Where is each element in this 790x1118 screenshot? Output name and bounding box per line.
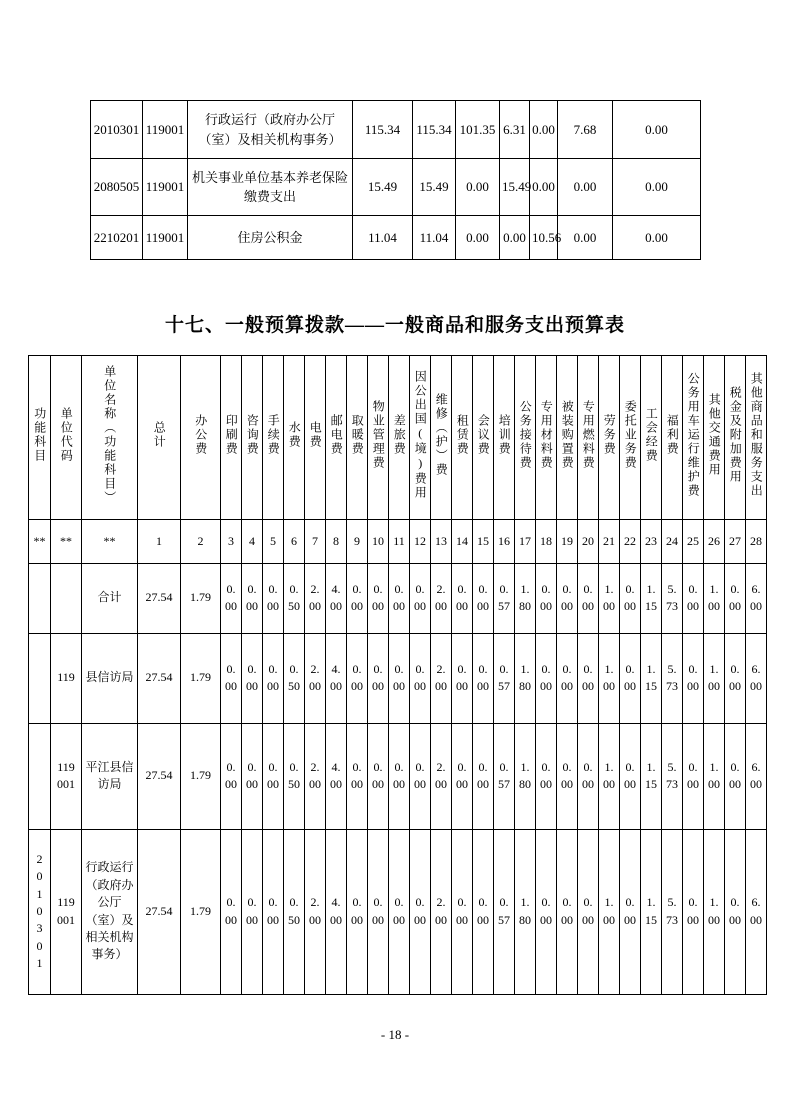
column-header	[494, 355, 515, 519]
value-cell: 0.00	[263, 723, 284, 829]
column-header-text: 总计	[152, 421, 167, 450]
value-cell: 0.00	[683, 829, 704, 994]
summary-table	[90, 100, 701, 260]
value-cell: 1.80	[515, 723, 536, 829]
value-cell: 2.00	[431, 633, 452, 723]
budget-header-row	[29, 355, 767, 519]
column-header-text: 取暖费	[350, 414, 365, 457]
value-cell: 0.00	[368, 633, 389, 723]
column-header-text: 被装购置费	[560, 400, 575, 471]
value-cell: 0.00	[389, 723, 410, 829]
column-header-text: 电费	[308, 421, 323, 450]
func-code-cell: 2010301	[91, 101, 143, 159]
value-cell: 0.00	[683, 723, 704, 829]
value-cell: 0.00	[347, 563, 368, 633]
column-header-text: 培训费	[497, 414, 512, 457]
value-cell: 0.00	[263, 829, 284, 994]
value-cell: 2.00	[431, 563, 452, 633]
value-cell: 1.00	[704, 829, 725, 994]
column-index: 17	[515, 519, 536, 563]
value-cell: 15.49	[353, 159, 413, 216]
value-cell: 0.00	[452, 829, 473, 994]
value-cell: 0.00	[242, 723, 263, 829]
value-cell: 115.34	[413, 101, 456, 159]
column-header-text: 手续费	[266, 414, 281, 457]
page-number: - 18 -	[380, 1026, 410, 1042]
column-header	[138, 355, 181, 519]
value-cell: 0.00	[613, 159, 701, 216]
column-index: 24	[662, 519, 683, 563]
column-header	[29, 355, 51, 519]
column-index: **	[82, 519, 138, 563]
value-cell: 5.73	[662, 563, 683, 633]
unit-code-cell: 119	[51, 633, 82, 723]
value-cell: 0.00	[221, 633, 242, 723]
column-index: 13	[431, 519, 452, 563]
column-header	[578, 355, 599, 519]
value-cell: 0.00	[683, 563, 704, 633]
column-index: 8	[326, 519, 347, 563]
column-header-text: 其他商品和服务支出	[749, 372, 764, 499]
value-cell: 0.00	[473, 563, 494, 633]
value-cell: 1.00	[599, 829, 620, 994]
column-header-text: 差旅费	[392, 414, 407, 457]
column-header-text: 维修（护）费	[434, 393, 449, 478]
column-header-text: 单位代码	[59, 407, 74, 464]
column-index: **	[51, 519, 82, 563]
name-cell: 合计	[82, 563, 138, 633]
value-cell: 5.73	[662, 829, 683, 994]
value-cell: 0.00	[263, 633, 284, 723]
value-cell: 0.00	[242, 829, 263, 994]
value-cell: 5.73	[662, 633, 683, 723]
value-cell: 6.00	[746, 829, 767, 994]
value-cell: 0.00	[620, 633, 641, 723]
value-cell: 6.31	[500, 101, 530, 159]
func-code-cell	[29, 723, 51, 829]
column-index: 6	[284, 519, 305, 563]
value-cell: 2.00	[305, 563, 326, 633]
table-row	[91, 101, 701, 159]
value-cell: 0.57	[494, 723, 515, 829]
value-cell: 0.00	[620, 723, 641, 829]
value-cell: 0.00	[613, 216, 701, 260]
section-title: 十七、一般预算拨款——一般商品和服务支出预算表	[164, 315, 625, 336]
column-index: 11	[389, 519, 410, 563]
func-code-cell: 2010301	[29, 829, 51, 994]
value-cell: 1.15	[641, 563, 662, 633]
value-cell: 0.00	[452, 563, 473, 633]
value-cell: 4.00	[326, 633, 347, 723]
value-cell: 0.00	[242, 563, 263, 633]
column-index: 12	[410, 519, 431, 563]
value-cell: 0.00	[613, 101, 701, 159]
column-header	[662, 355, 683, 519]
value-cell: 15.49	[413, 159, 456, 216]
item-name-cell: 住房公积金	[188, 216, 353, 260]
budget-index-row	[29, 519, 767, 563]
column-header	[452, 355, 473, 519]
value-cell: 0.00	[500, 216, 530, 260]
column-header-text: 功能科目	[32, 407, 47, 464]
column-header-text: 会议费	[476, 414, 491, 457]
value-cell: 2.00	[431, 829, 452, 994]
value-cell: 0.00	[410, 563, 431, 633]
value-cell: 0.00	[683, 633, 704, 723]
value-cell: 11.04	[353, 216, 413, 260]
column-index: 26	[704, 519, 725, 563]
value-cell: 6.00	[746, 633, 767, 723]
value-cell: 27.54	[138, 829, 181, 994]
value-cell: 1.15	[641, 723, 662, 829]
column-header	[242, 355, 263, 519]
value-cell: 0.00	[410, 723, 431, 829]
column-index: 25	[683, 519, 704, 563]
value-cell: 0.00	[263, 563, 284, 633]
value-cell: 0.00	[347, 633, 368, 723]
value-cell: 27.54	[138, 563, 181, 633]
column-header-text: 工会经费	[644, 407, 659, 464]
column-header-text: 其他交通费用	[707, 393, 722, 478]
value-cell: 0.00	[347, 829, 368, 994]
column-index: 2	[181, 519, 221, 563]
column-header-text: 专用材料费	[539, 400, 554, 471]
value-cell: 1.79	[181, 563, 221, 633]
column-header-text: 租赁费	[455, 414, 470, 457]
column-header	[683, 355, 704, 519]
column-index: 5	[263, 519, 284, 563]
column-index: 19	[557, 519, 578, 563]
column-index: 20	[578, 519, 599, 563]
value-cell: 101.35	[456, 101, 500, 159]
func-code-cell	[29, 633, 51, 723]
value-cell: 1.80	[515, 829, 536, 994]
value-cell: 1.79	[181, 723, 221, 829]
value-cell: 0.50	[284, 563, 305, 633]
value-cell: 6.00	[746, 563, 767, 633]
value-cell: 0.00	[452, 723, 473, 829]
table-row	[29, 723, 767, 829]
column-header	[221, 355, 242, 519]
value-cell: 0.00	[347, 723, 368, 829]
column-header	[536, 355, 557, 519]
value-cell: 7.68	[558, 101, 613, 159]
column-header	[473, 355, 494, 519]
column-index: 1	[138, 519, 181, 563]
value-cell: 0.00	[221, 563, 242, 633]
table-row	[91, 216, 701, 260]
column-index: 28	[746, 519, 767, 563]
column-index: 18	[536, 519, 557, 563]
value-cell: 0.50	[284, 723, 305, 829]
value-cell: 0.00	[557, 633, 578, 723]
value-cell: 11.04	[413, 216, 456, 260]
name-cell: 平江县信访局	[82, 723, 138, 829]
value-cell: 0.00	[410, 633, 431, 723]
item-name-cell: 行政运行（政府办公厅（室）及相关机构事务）	[188, 101, 353, 159]
value-cell: 0.00	[536, 829, 557, 994]
func-code-cell: 2080505	[91, 159, 143, 216]
value-cell: 6.00	[746, 723, 767, 829]
value-cell: 2.00	[305, 633, 326, 723]
column-index: 3	[221, 519, 242, 563]
value-cell: 0.00	[725, 563, 746, 633]
value-cell: 2.00	[431, 723, 452, 829]
column-header	[326, 355, 347, 519]
value-cell: 0.00	[221, 723, 242, 829]
budget-table-body	[29, 563, 767, 994]
value-cell: 0.00	[558, 159, 613, 216]
value-cell: 0.00	[578, 723, 599, 829]
column-header-text: 专用燃料费	[581, 400, 596, 471]
value-cell: 0.00	[452, 633, 473, 723]
table-row	[29, 563, 767, 633]
column-header	[620, 355, 641, 519]
column-header-text: 印刷费	[224, 414, 239, 457]
value-cell: 4.00	[326, 829, 347, 994]
table-row	[29, 633, 767, 723]
unit-code-cell	[51, 563, 82, 633]
value-cell: 0.00	[456, 159, 500, 216]
column-header-text: 福利费	[665, 414, 680, 457]
value-cell: 0.00	[536, 633, 557, 723]
name-cell: 行政运行（政府办公厅（室）及相关机构事务）	[82, 829, 138, 994]
column-header-text: 委托业务费	[623, 400, 638, 471]
value-cell: 1.79	[181, 633, 221, 723]
column-index: 4	[242, 519, 263, 563]
value-cell: 0.00	[530, 159, 558, 216]
column-header	[284, 355, 305, 519]
column-index: 23	[641, 519, 662, 563]
value-cell: 0.00	[620, 563, 641, 633]
column-header	[305, 355, 326, 519]
column-header	[431, 355, 452, 519]
column-header	[410, 355, 431, 519]
column-header-text: 物业管理费	[371, 400, 386, 471]
value-cell: 4.00	[326, 723, 347, 829]
column-header-text: 公务用车运行维护费	[686, 372, 701, 499]
value-cell: 0.00	[368, 829, 389, 994]
value-cell: 0.00	[389, 633, 410, 723]
value-cell: 1.00	[599, 723, 620, 829]
column-header	[725, 355, 746, 519]
value-cell: 0.00	[725, 633, 746, 723]
column-header	[599, 355, 620, 519]
value-cell: 1.80	[515, 563, 536, 633]
value-cell: 0.00	[536, 563, 557, 633]
column-header	[704, 355, 725, 519]
column-header-text: 劳务费	[602, 414, 617, 457]
column-index: 27	[725, 519, 746, 563]
value-cell: 0.00	[725, 723, 746, 829]
value-cell: 0.00	[558, 216, 613, 260]
column-header-text: 公务接待费	[518, 400, 533, 471]
unit-code-cell: 119001	[143, 101, 188, 159]
value-cell: 0.00	[368, 723, 389, 829]
column-header-text: 邮电费	[329, 414, 344, 457]
value-cell: 1.00	[704, 633, 725, 723]
column-header	[368, 355, 389, 519]
column-index: 10	[368, 519, 389, 563]
table-row	[91, 159, 701, 216]
column-index: 7	[305, 519, 326, 563]
value-cell: 0.00	[221, 829, 242, 994]
value-cell: 0.00	[578, 563, 599, 633]
value-cell: 1.15	[641, 633, 662, 723]
value-cell: 0.00	[410, 829, 431, 994]
budget-table	[28, 355, 767, 995]
column-index: 14	[452, 519, 473, 563]
value-cell: 5.73	[662, 723, 683, 829]
value-cell: 0.00	[530, 101, 558, 159]
column-index: 16	[494, 519, 515, 563]
unit-code-cell: 119001	[143, 159, 188, 216]
value-cell: 4.00	[326, 563, 347, 633]
column-header	[746, 355, 767, 519]
value-cell: 0.00	[473, 633, 494, 723]
summary-table-body	[91, 101, 701, 260]
value-cell: 1.00	[704, 563, 725, 633]
column-header	[641, 355, 662, 519]
value-cell: 0.00	[557, 829, 578, 994]
value-cell: 0.57	[494, 563, 515, 633]
func-code-cell: 2210201	[91, 216, 143, 260]
column-header-text: 税金及附加费用	[728, 386, 743, 485]
value-cell: 0.00	[473, 829, 494, 994]
value-cell: 0.00	[725, 829, 746, 994]
value-cell: 1.00	[599, 633, 620, 723]
value-cell: 0.00	[578, 633, 599, 723]
column-header-text: 单位名称（功能科目）	[102, 365, 117, 506]
column-header-text: 水费	[287, 421, 302, 450]
column-header	[181, 355, 221, 519]
value-cell: 0.00	[578, 829, 599, 994]
value-cell: 0.50	[284, 829, 305, 994]
value-cell: 2.00	[305, 829, 326, 994]
value-cell: 2.00	[305, 723, 326, 829]
func-code-cell	[29, 563, 51, 633]
value-cell: 0.00	[557, 563, 578, 633]
column-index: 9	[347, 519, 368, 563]
value-cell: 10.56	[530, 216, 558, 260]
column-header	[515, 355, 536, 519]
column-index: **	[29, 519, 51, 563]
value-cell: 15.49	[500, 159, 530, 216]
value-cell: 115.34	[353, 101, 413, 159]
column-header	[389, 355, 410, 519]
item-name-cell: 机关事业单位基本养老保险缴费支出	[188, 159, 353, 216]
value-cell: 0.00	[368, 563, 389, 633]
table-row	[29, 829, 767, 994]
value-cell: 1.15	[641, 829, 662, 994]
value-cell: 0.00	[557, 723, 578, 829]
value-cell: 0.57	[494, 829, 515, 994]
value-cell: 0.00	[456, 216, 500, 260]
unit-code-cell: 119001	[51, 829, 82, 994]
column-header	[51, 355, 82, 519]
column-header	[347, 355, 368, 519]
value-cell: 0.00	[536, 723, 557, 829]
value-cell: 0.50	[284, 633, 305, 723]
column-header	[557, 355, 578, 519]
name-cell: 县信访局	[82, 633, 138, 723]
column-index: 15	[473, 519, 494, 563]
value-cell: 0.00	[389, 829, 410, 994]
column-header-text: 因公出国(境)费用	[413, 370, 428, 501]
column-header-text: 办公费	[193, 414, 208, 457]
unit-code-cell: 119001	[143, 216, 188, 260]
value-cell: 1.00	[704, 723, 725, 829]
value-cell: 0.00	[242, 633, 263, 723]
column-header	[82, 355, 138, 519]
value-cell: 27.54	[138, 633, 181, 723]
column-header	[263, 355, 284, 519]
value-cell: 1.00	[599, 563, 620, 633]
column-index: 21	[599, 519, 620, 563]
column-index: 22	[620, 519, 641, 563]
column-header-text: 咨询费	[245, 414, 260, 457]
value-cell: 0.00	[389, 563, 410, 633]
value-cell: 27.54	[138, 723, 181, 829]
value-cell: 0.00	[473, 723, 494, 829]
value-cell: 1.80	[515, 633, 536, 723]
unit-code-cell: 119001	[51, 723, 82, 829]
value-cell: 0.57	[494, 633, 515, 723]
value-cell: 0.00	[620, 829, 641, 994]
budget-table-head	[29, 355, 767, 563]
value-cell: 1.79	[181, 829, 221, 994]
